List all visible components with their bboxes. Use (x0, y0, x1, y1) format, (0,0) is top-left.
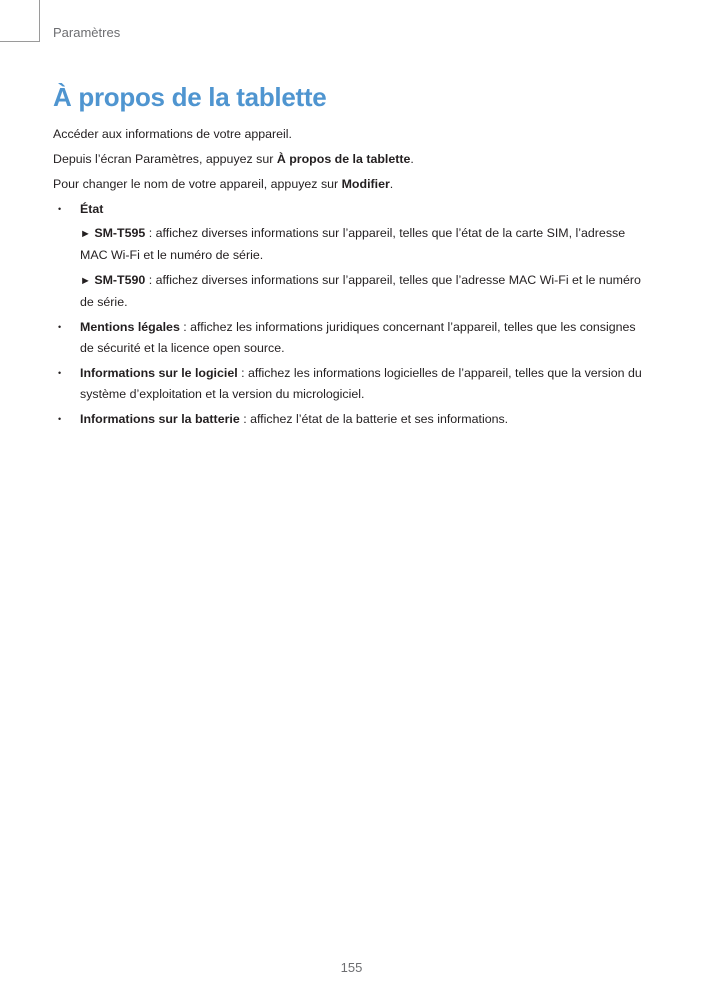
intro-line-2-prefix: Depuis l’écran Paramètres, appuyez sur (53, 152, 277, 166)
about-tablet-ref: À propos de la tablette (276, 152, 411, 166)
corner-rule-horizontal (0, 41, 40, 42)
page-number: 155 (340, 960, 363, 975)
intro-line-1: Accéder aux informations de votre appareil. (53, 127, 292, 141)
intro-line-2 (53, 149, 643, 170)
intro-line-3-suffix: . (389, 177, 394, 191)
page-content (53, 124, 643, 434)
item-text: : affichez l’état de la batterie et ses informations. (239, 412, 509, 426)
intro-line-3 (53, 174, 643, 195)
list-item-legal (53, 317, 643, 359)
list-item-status (53, 199, 643, 313)
page-title: À propos de la tablette (53, 82, 327, 112)
item-label: Informations sur la batterie (80, 412, 240, 426)
item-label: Informations sur le logiciel (80, 366, 238, 380)
settings-list (53, 199, 643, 430)
status-label: État (80, 202, 104, 216)
item-label: Mentions légales (80, 320, 180, 334)
list-item-battery (53, 409, 643, 430)
model-label: SM-T590 (94, 273, 146, 287)
arrow-icon: ► (80, 275, 91, 287)
sub-item-text: : affichez diverses informations sur l’appareil, telles que l’état de la carte SIM, l’adresse MAC Wi-Fi et le numéro de série. (80, 226, 626, 262)
corner-rule-vertical (39, 0, 40, 42)
modify-ref: Modifier (341, 177, 390, 191)
item-text: : affichez les informations logicielles de l’appareil, telles que la version du système d’exploitation et la version du micrologiciel. (80, 366, 642, 401)
intro-line-3-prefix: Pour changer le nom de votre appareil, appuyez sur (53, 177, 342, 191)
item-text: : affichez les informations juridiques concernant l’appareil, telles que les consignes de sécurité et la licence open source. (80, 320, 636, 355)
section-header: Paramètres (53, 25, 121, 40)
intro-line-2-suffix: . (410, 152, 414, 166)
sub-item-sm-t590 (80, 270, 643, 313)
sub-item-text: : affichez diverses informations sur l’appareil, telles que l’adresse MAC Wi-Fi et le numéro de série. (80, 273, 641, 309)
list-item-software (53, 363, 643, 405)
sub-item-sm-t595 (80, 223, 643, 266)
arrow-icon: ► (80, 228, 91, 240)
model-label: SM-T595 (94, 226, 146, 240)
